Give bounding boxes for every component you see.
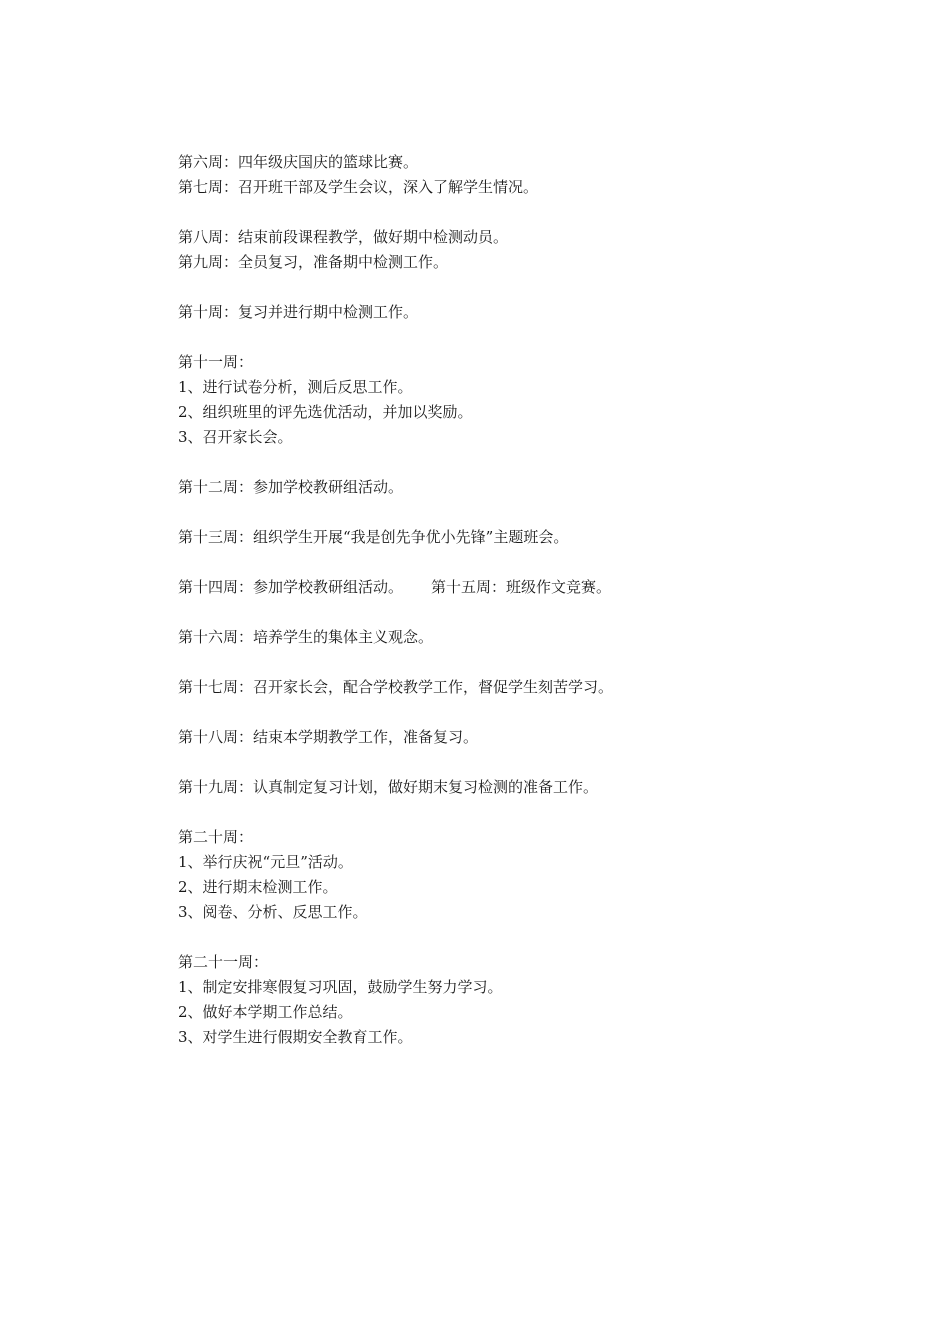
week-15-text: 第十五周：班级作文竞赛。 — [431, 578, 612, 596]
paragraph-gap — [178, 275, 818, 300]
week-11-heading: 第十一周： — [178, 353, 254, 371]
paragraph-gap — [178, 325, 818, 350]
paragraph-gap — [178, 925, 818, 950]
paragraph-gap — [178, 500, 818, 525]
week-14-15-line — [178, 575, 818, 600]
paragraph-gap — [178, 200, 818, 225]
week-16-line: 第十六周：培养学生的集体主义观念。 — [178, 628, 434, 646]
paragraph-gap — [178, 450, 818, 475]
week-21-heading: 第二十一周： — [178, 953, 269, 971]
week-21-item-3: 3、对学生进行假期安全教育工作。 — [178, 1028, 413, 1046]
week-8-line: 第八周：结束前段课程教学，做好期中检测动员。 — [178, 228, 509, 246]
week-13-line: 第十三周：组织学生开展“我是创先争优小先锋”主题班会。 — [178, 528, 569, 546]
week-18-line: 第十八周：结束本学期教学工作，准备复习。 — [178, 728, 479, 746]
week-6-line: 第六周：四年级庆国庆的篮球比赛。 — [178, 153, 419, 171]
paragraph-gap — [178, 650, 818, 675]
week-20-item-1: 1、举行庆祝“元旦”活动。 — [178, 853, 353, 871]
week-20-item-2: 2、进行期末检测工作。 — [178, 878, 338, 896]
week-20-heading: 第二十周： — [178, 828, 254, 846]
week-21-item-2: 2、做好本学期工作总结。 — [178, 1003, 353, 1021]
week-14-text: 第十四周：参加学校教研组活动。 — [178, 578, 404, 596]
weekly-plan-text — [178, 150, 818, 1050]
paragraph-gap — [178, 700, 818, 725]
week-20-item-3: 3、阅卷、分析、反思工作。 — [178, 903, 368, 921]
week-11-item-3: 3、召开家长会。 — [178, 428, 293, 446]
paragraph-gap — [178, 600, 818, 625]
week-11-item-2: 2、组织班里的评先选优活动，并加以奖励。 — [178, 403, 473, 421]
week-17-line: 第十七周：召开家长会，配合学校教学工作，督促学生刻苦学习。 — [178, 678, 614, 696]
week-7-line: 第七周：召开班干部及学生会议，深入了解学生情况。 — [178, 178, 539, 196]
paragraph-gap — [178, 750, 818, 775]
week-10-line: 第十周：复习并进行期中检测工作。 — [178, 303, 419, 321]
paragraph-gap — [178, 550, 818, 575]
week-12-line: 第十二周：参加学校教研组活动。 — [178, 478, 404, 496]
week-19-line: 第十九周：认真制定复习计划，做好期末复习检测的准备工作。 — [178, 778, 599, 796]
paragraph-gap — [178, 800, 818, 825]
week-21-item-1: 1、制定安排寒假复习巩固，鼓励学生努力学习。 — [178, 978, 503, 996]
week-11-item-1: 1、进行试卷分析，测后反思工作。 — [178, 378, 413, 396]
week-9-line: 第九周：全员复习，准备期中检测工作。 — [178, 253, 449, 271]
